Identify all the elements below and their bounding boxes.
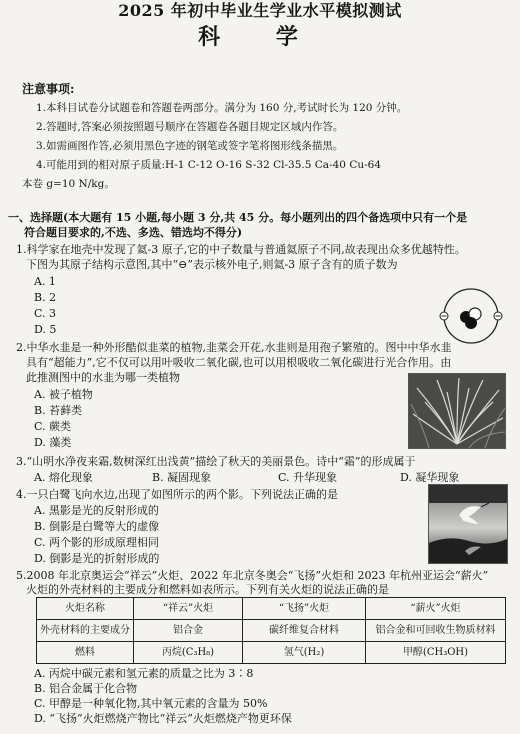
question-5-text-cont: 火炬的外壳材料的主要成分和燃料如表所示。下列有关火炬的说法正确的是 [26,583,389,596]
notice-item: 2.答题时,答案必须按照题号顺序在答题卷各题目规定区域内作答。 [36,121,344,133]
egret-photo [428,484,508,564]
question-1-text: 1.科学家在地壳中发现了氦-3 原子,它的中子数量与普通氦原子不同,故表现出众多优越特性。 [16,243,466,256]
table-cell: 燃料 [37,642,134,664]
question-2-text: 2.中华水韭是一种外形酷似韭菜的植物,韭菜会开花,水韭则是用孢子繁殖的。图中中华水韭 [16,341,452,354]
question-3-text: 3.“山明水净夜来霜,数树深红出浅黄”描绘了秋天的美丽景色。诗中“霜”的形成属于 [16,455,416,468]
atom-diagram [438,283,504,349]
table-cell: “薪火”火炬 [366,598,506,620]
q4-option-b: B. 倒影是白鹭等大的虚像 [34,520,160,533]
question-5-text: 5.2008 年北京奥运会“祥云”火炬、2022 年北京冬奥会“飞扬”火炬和 2023 年杭州亚运会“薪火” [16,569,489,582]
q1-option-b: B. 2 [34,291,57,304]
section-heading-cont: 符合题目要求的,不选、多选、错选均不得分) [24,226,243,239]
question-1-text-cont: 下图为其原子结构示意图,其中“⊖”表示核外电子,则氦-3 原子含有的质子数为 [26,258,398,271]
exam-title: 2025 年初中毕业生学业水平模拟测试 [118,1,402,20]
table-cell: 丙烷(C₃H₈) [134,642,243,664]
question-2-text-cont: 具有“超能力”,它不仅可以用叶吸收二氧化碳,也可以用根吸收二氧化碳进行光合作用。由 [26,356,452,369]
q5-option-b: B. 铝合金属于化合物 [34,682,138,695]
q4-option-d: D. 倒影是光的折射形成的 [34,552,160,565]
q4-option-a: A. 黑影是光的反射形成的 [34,504,159,517]
table-cell: 铝合金 [134,620,243,642]
subject-title: 科 学 [198,24,322,50]
table-cell: “祥云”火炬 [134,598,243,620]
q5-option-c: C. 甲醇是一种氧化物,其中氧元素的含量为 50% [34,697,268,710]
quillwort-photo [408,373,506,449]
table-row [37,620,506,642]
q2-option-a: A. 被子植物 [34,388,93,401]
table-cell: 甲醇(CH₃OH) [366,642,506,664]
section-heading: 一、选择题(本大题有 15 小题,每小题 3 分,共 45 分。每小题列出的四个备选项中只有一个是 [8,211,468,224]
table-row [37,598,506,620]
notice-heading: 注意事项: [22,82,75,96]
q2-option-d: D. 藻类 [34,436,72,449]
q2-option-b: B. 苔藓类 [34,404,83,417]
q3-option-a: A. 熔化现象 [34,471,93,484]
table-cell: 碳纤维复合材料 [243,620,366,642]
q5-option-d: D. “飞扬”火炬燃烧产物比“祥云”火炬燃烧产物更环保 [34,712,292,725]
torch-table [36,597,506,664]
q3-option-d: D. 凝华现象 [400,471,460,484]
table-cell: 外壳材料的主要成分 [37,620,134,642]
q1-option-c: C. 3 [34,307,57,320]
q3-option-b: B. 凝固现象 [152,471,212,484]
question-4-text: 4.一只白鹭飞向水边,出现了如图所示的两个影。下列说法正确的是 [16,488,338,501]
notice-item: 4.可能用到的相对原子质量:H-1 C-12 O-16 S-32 Cl-35.5 Ca-40 Cu-64 [36,159,382,171]
notice-item: 3.如需画图作答,必须用黑色字迹的钢笔或签字笔将图形线条描黑。 [36,140,344,152]
gravity-note: 本卷 g=10 N/kg。 [22,178,115,190]
table-cell: 氢气(H₂) [243,642,366,664]
question-2-text-cont2: 此推测图中的水韭为哪一类植物 [26,371,180,384]
notice-item: 1.本科目试卷分试题卷和答题卷两部分。满分为 160 分,考试时长为 120 分钟。 [36,102,408,114]
table-cell: 火炬名称 [37,598,134,620]
q1-option-d: D. 5 [34,323,57,336]
q2-option-c: C. 蕨类 [34,420,72,433]
table-cell: 铝合金和可回收生物质材料 [366,620,506,642]
table-row [37,642,506,664]
q3-option-c: C. 升华现象 [278,471,338,484]
q5-option-a: A. 丙烷中碳元素和氢元素的质量之比为 3∶8 [34,667,254,680]
q1-option-a: A. 1 [34,275,56,288]
q4-option-c: C. 两个影的形成原理相同 [34,536,160,549]
table-cell: “飞扬”火炬 [243,598,366,620]
